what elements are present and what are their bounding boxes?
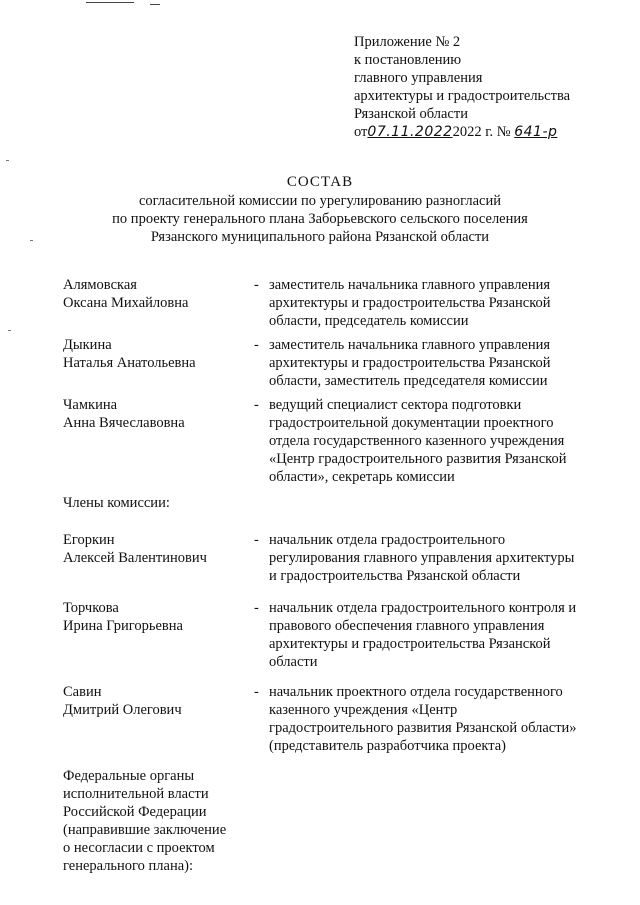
role-line: заместитель начальника главного управления	[269, 277, 551, 293]
member-dash: -	[254, 337, 259, 353]
handwritten-date: 07.11.2022	[367, 124, 453, 140]
role-line: заместитель начальника главного управления	[269, 337, 551, 353]
role-line: области	[269, 654, 318, 670]
role-line: (представитель разработчика проекта)	[269, 738, 507, 754]
scan-artifact-top	[86, 2, 134, 3]
role-line: казенного учреждения «Центр	[269, 702, 458, 718]
appendix-block	[354, 33, 624, 141]
title-subtitle-line: согласительной комиссии по урегулированию разногласий	[139, 193, 501, 209]
title-heading: СОСТАВ	[286, 174, 354, 190]
role-line: правового обеспечения главного управления	[269, 618, 545, 634]
member-role	[269, 683, 609, 755]
member-name	[63, 336, 248, 372]
member-name	[63, 276, 248, 312]
role-line: области, заместитель председателя комиссии	[269, 373, 548, 389]
appendix-line: к постановлению	[354, 52, 462, 68]
role-line: архитектуры и градостроительства Рязанской	[269, 295, 551, 311]
title-subtitle-line: по проекту генерального плана Заборьевского сельского поселения	[112, 211, 528, 227]
federal-bodies-block	[63, 767, 226, 875]
member-dash: -	[254, 600, 259, 616]
member-given-name: Анна Вячеславовна	[63, 415, 185, 431]
role-line: архитектуры и градостроительства Рязанской	[269, 355, 551, 371]
member-given-name: Оксана Михайловна	[63, 295, 189, 311]
member-dash: -	[254, 532, 259, 548]
scan-artifact-left	[8, 330, 11, 331]
scan-artifact-left	[6, 160, 9, 161]
role-line: градостроительного развития Рязанской области»	[269, 720, 577, 736]
role-line: начальник отдела градостроительного контроля и	[269, 600, 577, 616]
role-line: градостроительной документации проектного	[269, 415, 554, 431]
member-dash: -	[254, 684, 259, 700]
member-surname: Дыкина	[63, 337, 112, 353]
appendix-line: Рязанской области	[354, 106, 468, 122]
member-given-name: Алексей Валентинович	[63, 550, 207, 566]
member-surname: Алямовская	[63, 277, 137, 293]
member-surname: Савин	[63, 684, 102, 700]
title-subtitle-line: Рязанского муниципального района Рязанской области	[150, 229, 490, 245]
member-role	[269, 531, 609, 585]
member-name	[63, 683, 248, 719]
member-surname: Егоркин	[63, 532, 115, 548]
role-line: отдела государственного казенного учреждения	[269, 433, 565, 449]
appendix-line: главного управления	[354, 70, 483, 86]
federal-line: генерального плана):	[63, 858, 194, 874]
document-title	[0, 173, 640, 246]
role-line: начальник проектного отдела государственного	[269, 684, 563, 700]
members-heading: Члены комиссии:	[63, 495, 170, 511]
role-line: регулирования главного управления архитектуры	[269, 550, 575, 566]
member-dash: -	[254, 397, 259, 413]
handwritten-number: 641-р	[514, 124, 558, 140]
appendix-line: Приложение № 2	[354, 34, 461, 50]
member-role	[269, 599, 609, 671]
date-suffix: 2022 г. №	[452, 124, 511, 140]
member-given-name: Ирина Григорьевна	[63, 618, 183, 634]
federal-line: Российской Федерации	[63, 804, 207, 820]
role-line: начальник отдела градостроительного	[269, 532, 506, 548]
federal-line: исполнительной власти	[63, 786, 209, 802]
member-role	[269, 276, 609, 330]
federal-line: (направившие заключение	[63, 822, 227, 838]
member-name	[63, 599, 248, 635]
date-prefix: от	[354, 124, 368, 140]
member-name	[63, 396, 248, 432]
role-line: области», секретарь комиссии	[269, 469, 455, 485]
member-surname: Торчкова	[63, 600, 119, 616]
member-given-name: Наталья Анатольевна	[63, 355, 196, 371]
scan-artifact-top	[150, 4, 160, 5]
member-surname: Чамкина	[63, 397, 118, 413]
member-role	[269, 396, 609, 486]
role-line: ведущий специалист сектора подготовки	[269, 397, 522, 413]
member-given-name: Дмитрий Олегович	[63, 702, 182, 718]
role-line: «Центр градостроительного развития Рязанской	[269, 451, 567, 467]
appendix-date-line	[354, 123, 624, 141]
role-line: и градостроительства Рязанской области	[269, 568, 521, 584]
federal-line: Федеральные органы	[63, 768, 195, 784]
member-role	[269, 336, 609, 390]
federal-line: о несогласии с проектом	[63, 840, 215, 856]
member-dash: -	[254, 277, 259, 293]
member-name	[63, 531, 248, 567]
role-line: архитектуры и градостроительства Рязанской	[269, 636, 551, 652]
role-line: области, председатель комиссии	[269, 313, 469, 329]
appendix-line: архитектуры и градостроительства	[354, 88, 571, 104]
